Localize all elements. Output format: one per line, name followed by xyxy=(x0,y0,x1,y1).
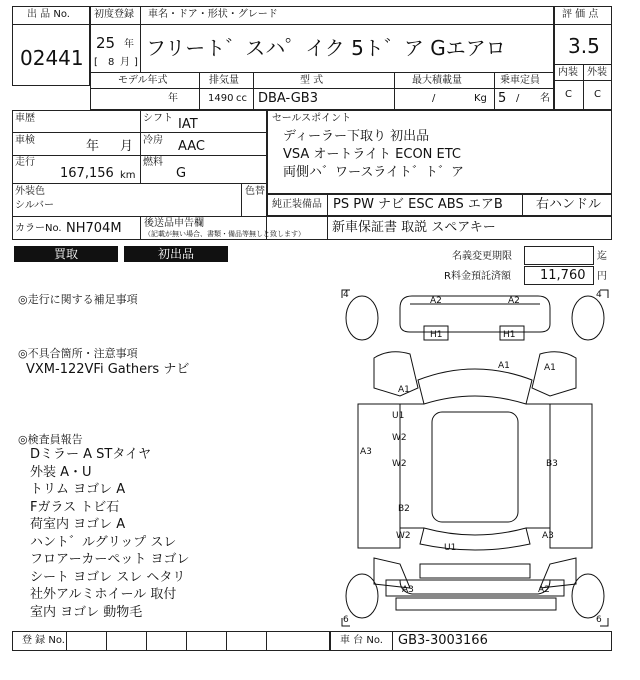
damage-mark: W2 xyxy=(392,459,407,469)
reg-month: 8 xyxy=(108,57,115,68)
inspector-item: 社外アルミホイール 取付 xyxy=(30,587,177,602)
car-name-label: 車名・ドア・形状・グレード xyxy=(148,9,278,20)
inspector-list xyxy=(30,448,189,623)
drive-notes-label: ◎走行に関する補足事項 xyxy=(18,293,138,306)
first-reg-label: 初度登録 xyxy=(94,9,134,20)
equip-label: 純正装備品 xyxy=(272,199,322,210)
displacement-value: 1490 xyxy=(208,93,234,104)
exterior-color-label: 外装色 xyxy=(15,186,45,197)
load-sep: / xyxy=(432,93,436,104)
damage-marks xyxy=(343,290,602,625)
capacity-unit: 名 xyxy=(540,93,550,104)
inspector-item: フロアーカーペット ヨゴレ xyxy=(30,552,190,567)
inspector-item: 外装 A・U xyxy=(30,464,92,480)
color-no-value: NH704M xyxy=(66,221,122,236)
color-change-label: 色替 xyxy=(245,186,265,197)
name-change-field xyxy=(524,246,594,265)
cooling-value: AAC xyxy=(178,139,205,154)
capacity-sep: / xyxy=(516,93,520,104)
recycle-value: 11,760 xyxy=(540,268,586,283)
name-change-label: 名義変更期限 xyxy=(452,251,512,262)
tire-label: 4 xyxy=(343,290,349,300)
lot-label: 出 品 No. xyxy=(27,9,70,20)
damage-mark: B2 xyxy=(398,504,410,514)
defect-value: VXM-122VFi Gathers ナビ xyxy=(26,362,190,377)
load-unit: Kg xyxy=(474,93,487,104)
cooling-label: 冷房 xyxy=(143,135,163,146)
reg-year: 25 xyxy=(96,34,116,52)
inspector-item: 荷室内 ヨゴレ A xyxy=(30,517,126,532)
inspector-item: ハント゛ルグリップ スレ xyxy=(30,534,177,550)
damage-mark: A1 xyxy=(544,363,556,373)
vin-value: GB3-3003166 xyxy=(398,633,488,648)
damage-mark: U1 xyxy=(392,411,405,421)
sales-label: セールスポイント xyxy=(272,113,352,124)
fuel-value: G xyxy=(176,166,187,181)
car-damage-diagram xyxy=(340,288,610,628)
exterior-label: 外装 xyxy=(587,67,607,78)
exterior-grade: C xyxy=(594,89,601,100)
fuel-label: 燃料 xyxy=(143,157,163,168)
warranty-value: 新車保証書 取説 スペアキー xyxy=(332,220,496,235)
lot-number: 02441 xyxy=(20,46,84,70)
history-label: 車歴 xyxy=(15,113,35,124)
mileage-label: 走行 xyxy=(15,157,35,168)
damage-mark: H1 xyxy=(430,330,443,340)
inspection-month-unit: 月 xyxy=(120,139,134,154)
grade-value: 3.5 xyxy=(568,34,600,58)
damage-mark: A2 xyxy=(508,296,520,306)
vin-label: 車 台 No. xyxy=(340,635,383,646)
tag-buy: 買取 xyxy=(14,246,118,262)
interior-grade: C xyxy=(565,89,572,100)
model-type: DBA-GB3 xyxy=(258,91,318,106)
damage-mark: A1 xyxy=(498,361,510,371)
inspection-label: 車検 xyxy=(15,135,35,146)
damage-mark: A3 xyxy=(542,531,554,541)
color-no-label: カラーNo. xyxy=(15,223,62,234)
docs-note: （記載が無い場合、書類・備品等無しと致します） xyxy=(144,230,305,238)
displacement-unit: cc xyxy=(236,93,247,104)
type-label: 型 式 xyxy=(300,75,324,86)
damage-mark: B3 xyxy=(546,459,558,469)
car-name: フリート゛スハ゜イク 5ト゛ア Gエアロ xyxy=(146,36,506,60)
inspector-item: トリム ヨゴレ A xyxy=(30,482,126,497)
damage-mark: A2 xyxy=(430,296,442,306)
model-year-label: モデル年式 xyxy=(118,75,168,86)
mileage-value: 167,156 xyxy=(60,166,114,181)
max-load-label: 最大積載量 xyxy=(412,75,462,86)
grade-label: 評 価 点 xyxy=(562,9,599,20)
recycle-label: R料金預託済額 xyxy=(444,271,511,282)
shift-value: IAT xyxy=(178,117,198,132)
reg-month-unit: 月 xyxy=(120,57,130,68)
tire-label: 6 xyxy=(343,615,349,625)
mileage-unit: km xyxy=(120,170,136,181)
reg-year-unit: 年 xyxy=(124,39,134,50)
inspector-item: シート ヨゴレ スレ ヘタリ xyxy=(30,569,186,585)
damage-mark: A1 xyxy=(398,385,410,395)
displacement-label: 排気量 xyxy=(209,75,239,86)
reg-no-label: 登 録 No. xyxy=(22,635,65,646)
sales-point-1: ディーラー下取り 初出品 xyxy=(283,129,430,144)
inspector-label: ◎検査員報告 xyxy=(18,433,83,446)
inspector-item: Dミラー A STタイヤ xyxy=(30,447,152,462)
defect-label: ◎不具合箇所・注意事項 xyxy=(18,347,138,360)
equip-value: PS PW ナビ ESC ABS エアB xyxy=(333,197,503,212)
damage-mark: A3 xyxy=(360,447,372,457)
sales-point-3: 両側ハ゛ワースライト゛ト゛ア xyxy=(283,165,464,180)
inspector-item: 室内 ヨゴレ 動物毛 xyxy=(30,604,143,620)
model-year-unit: 年 xyxy=(168,93,178,104)
tire-label: 6 xyxy=(596,615,602,625)
interior-label: 内装 xyxy=(558,67,578,78)
tag-first-listing: 初出品 xyxy=(124,246,228,262)
capacity-value: 5 xyxy=(498,91,507,106)
inspection-year-unit: 年 xyxy=(86,139,100,154)
capacity-label: 乗車定員 xyxy=(500,75,540,86)
sales-point-2: VSA オートライト ECON ETC xyxy=(283,147,462,162)
tire-label: 4 xyxy=(596,290,602,300)
damage-mark: W2 xyxy=(392,433,407,443)
damage-mark: U1 xyxy=(444,543,457,553)
name-change-unit: 迄 xyxy=(597,251,607,262)
damage-mark: A2 xyxy=(538,585,550,595)
docs-label: 後送品申告欄 xyxy=(144,218,204,229)
exterior-color-value: シルバー xyxy=(15,200,55,211)
recycle-unit: 円 xyxy=(597,271,607,282)
inspector-item: Fガラス トビ石 xyxy=(30,499,120,515)
steering-value: 右ハンドル xyxy=(536,197,602,212)
damage-mark: W2 xyxy=(396,531,411,541)
shift-label: シフト xyxy=(143,113,173,124)
damage-mark: H1 xyxy=(503,330,516,340)
damage-mark: A3 xyxy=(402,585,414,595)
